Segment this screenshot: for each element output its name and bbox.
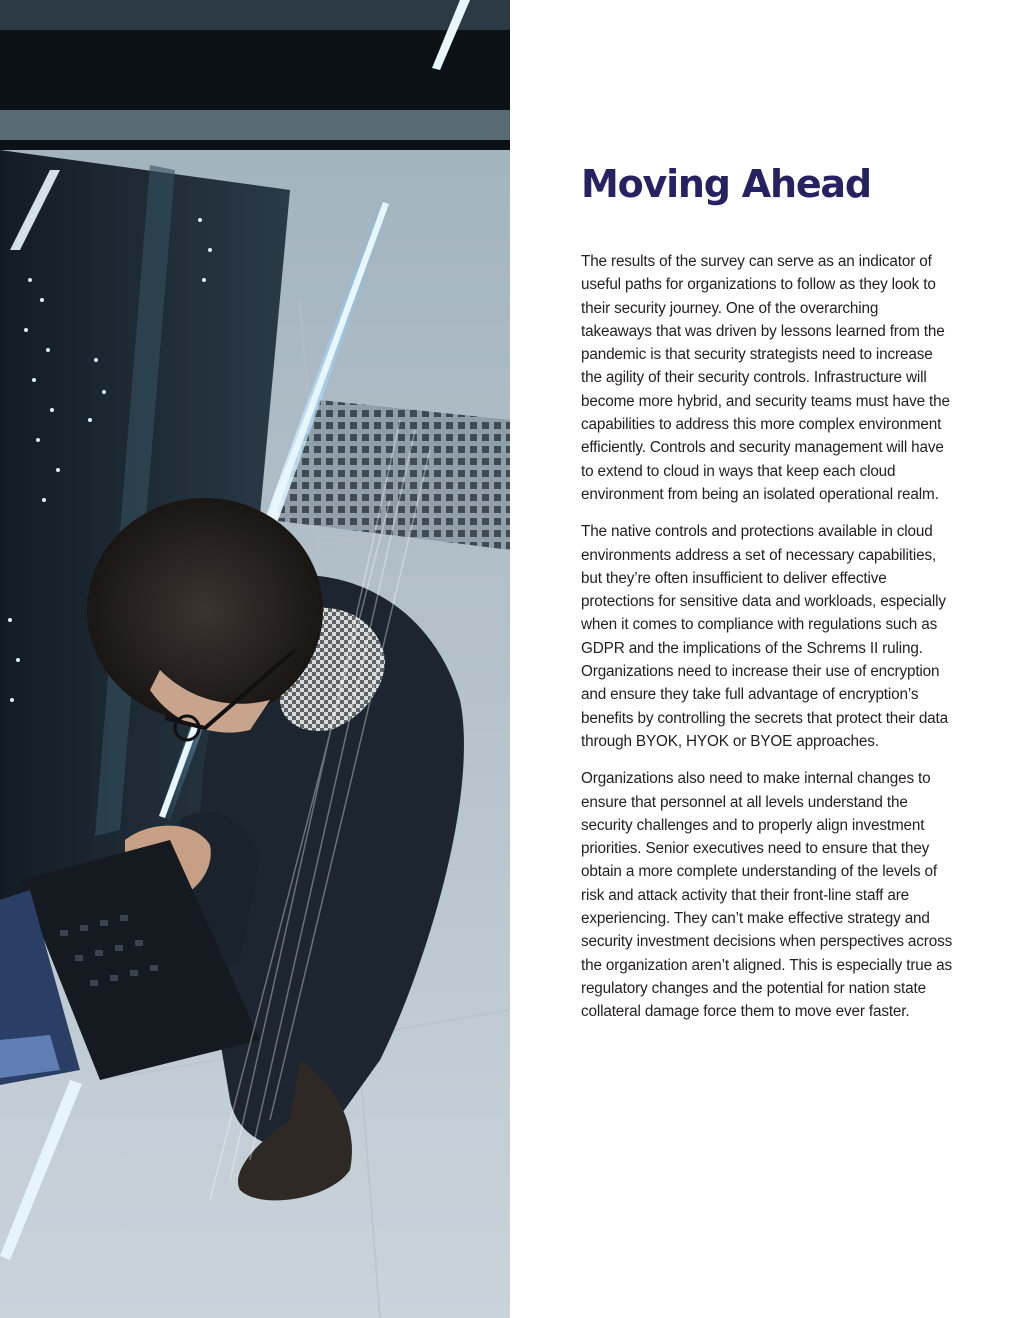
page-title: Moving Ahead: [581, 162, 871, 206]
paragraph-1: The results of the survey can serve as an indicator of useful paths for organizations to follow as they look to their security journey. One of the overarching takeaways that was driven by lessons learned from the pandemic is that security strategists need to increase the agility of their security controls. Infrastructure will become more hybrid, and security teams must have the capabilities to address this more complex environment efficiently. Controls and security management will have to extend to cloud in ways that keep each cloud environment from being an isolated operational realm.: [581, 253, 950, 503]
paragraph-3: Organizations also need to make internal changes to ensure that personnel at all levels understand the security challenges and to properly align investment priorities. Senior executives need to ensure that they obtain a more complete understanding of the levels of risk and attack activity that their front-line staff are experiencing. They can’t make effective strategy and security investment decisions when perspectives across the organization aren’t aligned. This is especially true as regulatory changes and the potential for nation state collateral damage force them to move ever faster.: [581, 770, 953, 1021]
article-body: [581, 250, 953, 1024]
paragraph-2: The native controls and protections available in cloud environments address a set of necessary capabilities, but they’re often insufficient to deliver effective protections for sensitive data and workloads, especially when it comes to compliance with regulations such as GDPR and the implications of the Schrems II ruling. Organizations need to increase their use of encryption and ensure they take full advantage of encryption’s benefits by controlling the secrets that protect their data through BYOK, HYOK or BYOE approaches.: [581, 523, 948, 750]
article-content: [581, 160, 953, 1038]
